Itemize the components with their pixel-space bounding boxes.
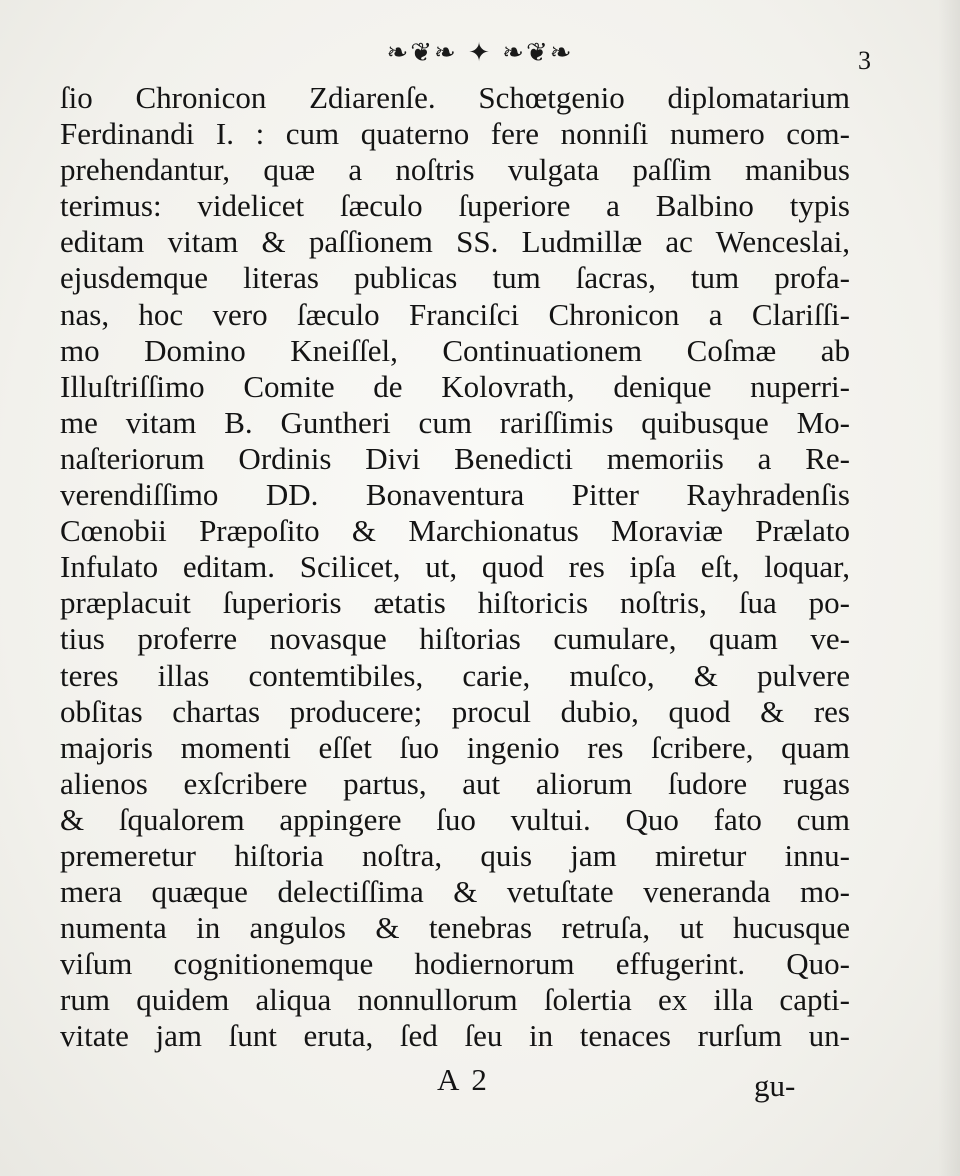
text-line: premeretur hiſtoria noſtra, quis jam miretur innu- [60, 837, 850, 873]
text-line: & ſqualorem appingere ſuo vultui. Quo fato cum [60, 801, 850, 837]
text-line: verendiſſimo DD. Bonaventura Pitter Rayhradenſis [60, 477, 850, 513]
text-line: ejusdemque literas publicas tum ſacras, tum profa- [60, 260, 850, 296]
text-line: alienos exſcribere partus, aut aliorum ſudore rugas [60, 765, 850, 801]
text-line: teres illas contemtibiles, carie, muſco, & pulvere [60, 657, 850, 693]
text-line: Illuſtriſſimo Comite de Kolovrath, denique nuperri- [60, 368, 850, 404]
text-line: Ferdinandi I. : cum quaterno fere nonniſi numero com- [60, 116, 850, 152]
text-line: majoris momenti eſſet ſuo ingenio res ſcribere, quam [60, 729, 850, 765]
text-line: obſitas chartas producere; procul dubio, quod & res [60, 693, 850, 729]
text-line: præplacuit ſuperioris ætatis hiſtoricis noſtris, ſua po- [60, 585, 850, 621]
text-line: mo Domino Kneiſſel, Continuationem Coſmæ ab [60, 332, 850, 368]
text-line: tius proferre novasque hiſtorias cumulare, quam ve- [60, 621, 850, 657]
text-line: naſteriorum Ordinis Divi Benedicti memoriis a Re- [60, 440, 850, 476]
page-footer [0, 1062, 960, 1102]
text-line: Cœnobii Præpoſito & Marchionatus Moraviæ Prælato [60, 513, 850, 549]
head-ornament: ❧❦❧ ✦ ❧❦❧ [386, 38, 574, 68]
text-line: ſio Chronicon Zdiarenſe. Schœtgenio diplomatarium [60, 80, 850, 115]
text-line: editam vitam & paſſionem SS. Ludmillæ ac Wenceslai, [60, 224, 850, 260]
page-edge-shadow [938, 0, 960, 1176]
catchword: gu- [754, 1068, 796, 1103]
text-line: Infulato editam. Scilicet, ut, quod res ipſa eſt, loquar, [60, 549, 850, 585]
body-text [60, 80, 850, 1055]
text-line: nas, hoc vero ſæculo Franciſci Chronicon a Clariſſi- [60, 296, 850, 332]
page-number: 3 [858, 46, 871, 75]
text-line: viſum cognitionemque hodiernorum effugerint. Quo- [60, 946, 850, 982]
text-line: numenta in angulos & tenebras retruſa, ut hucusque [60, 910, 850, 946]
signature-mark: A 2 [437, 1062, 490, 1097]
text-line: terimus: videlicet ſæculo ſuperiore a Balbino typis [60, 188, 850, 224]
text-line: prehendantur, quæ a noſtris vulgata paſſim manibus [60, 152, 850, 188]
text-line: mera quæque delectiſſima & vetuſtate veneranda mo- [60, 874, 850, 910]
text-line: vitate jam ſunt eruta, ſed ſeu in tenaces rurſum un- [60, 1018, 850, 1054]
text-line: rum quidem aliqua nonnullorum ſolertia ex illa capti- [60, 982, 850, 1018]
text-line: me vitam B. Guntheri cum rariſſimis quibusque Mo- [60, 404, 850, 440]
